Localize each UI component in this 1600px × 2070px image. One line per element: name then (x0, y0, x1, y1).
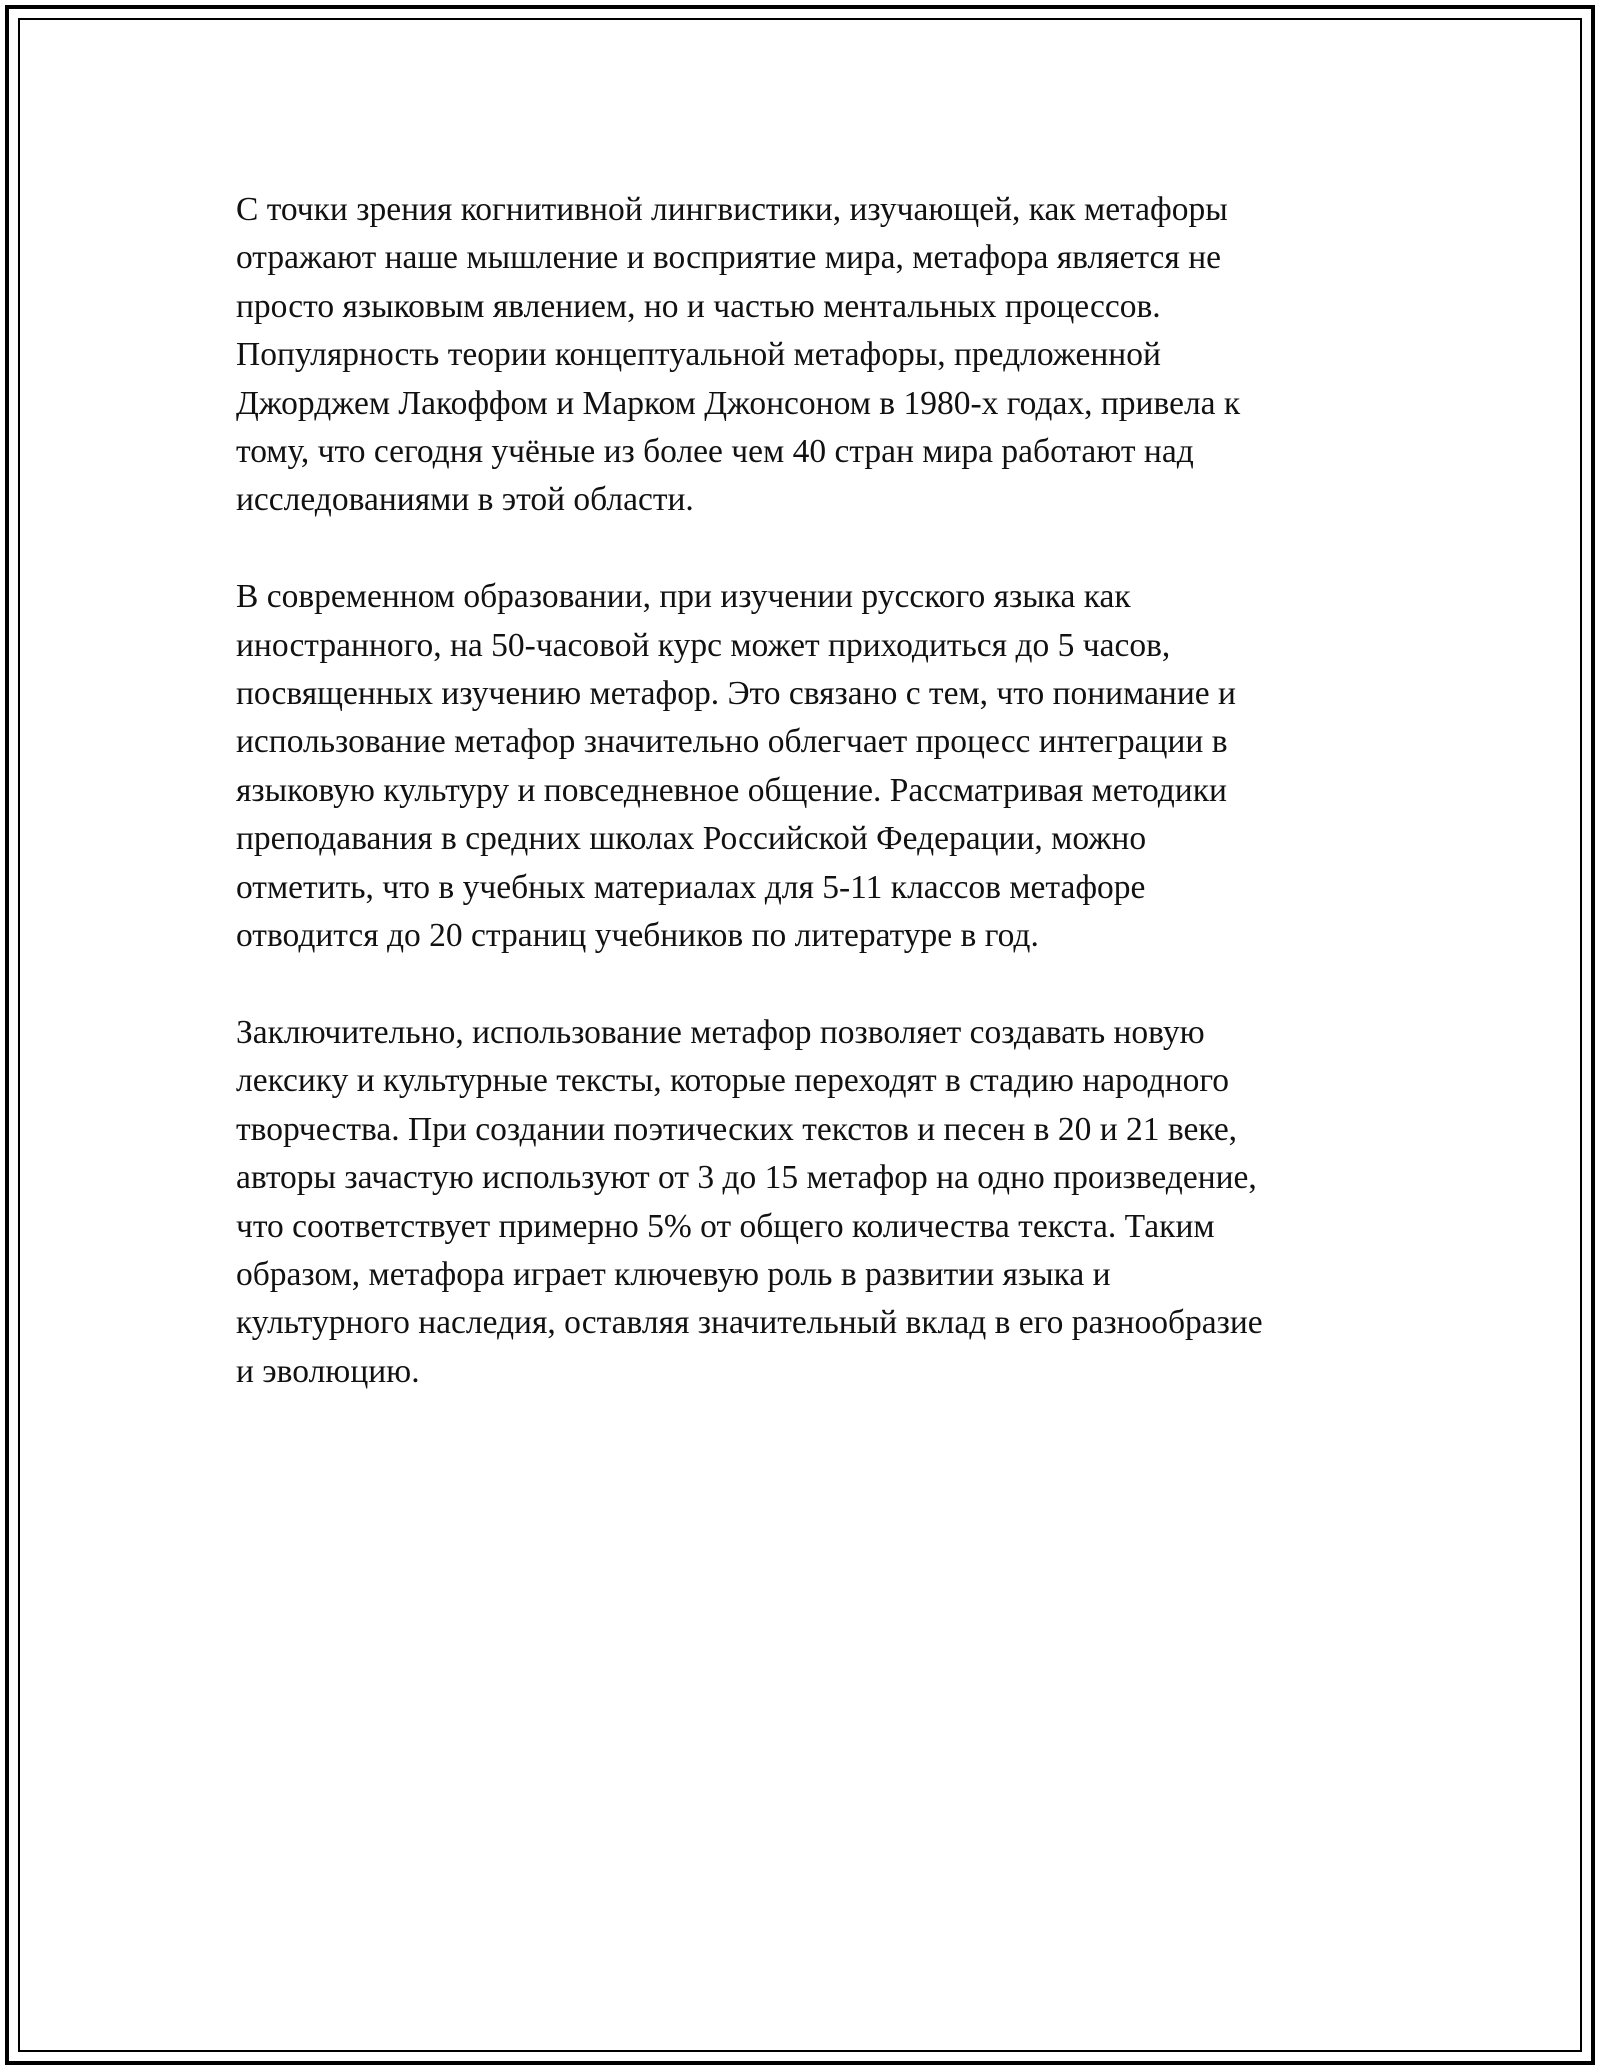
paragraph-conclusion: Заключительно, использование метафор позволяет создавать новую лексику и культурные тексты, которые переходят в стадию народного творчества. При создании поэтических текстов и песен в 20 и 21 веке, авторы зачастую используют от 3 до 15 метафор на одно произведение, что соответствует примерно 5% от общего количества текста. Таким образом, метафора играет ключевую роль в развитии языка и культурного наследия, оставляя значительный вклад в его разнообразие и эволюцию. (236, 1013, 1263, 1390)
paragraph-cognitive-linguistics: С точки зрения когнитивной лингвистики, изучающей, как метафоры отражают наше мышление и восприятие мира, метафора является не просто языковым явлением, но и частью ментальных процессов. Популярность теории концептуальной метафоры, предложенной Джорджем Лакоффом и Марком Джонсоном в 1980-х годах, привела к тому, что сегодня учёные из более чем 40 стран мира работают над исследованиями в этой области. (236, 191, 1241, 519)
document-body (236, 186, 1386, 1396)
paragraph-modern-education: В современном образовании, при изучении русского языка как иностранного, на 50-часовой курс может приходиться до 5 часов, посвященных изучению метафор. Это связано с тем, что понимание и использование метафор значительно облегчает процесс интеграции в языковую культуру и повседневное общение. Рассматривая методики преподавания в средних школах Российской Федерации, можно отметить, что в учебных материалах для 5-11 классов метафоре отводится до 20 страниц учебников по литературе в год. (236, 578, 1236, 955)
